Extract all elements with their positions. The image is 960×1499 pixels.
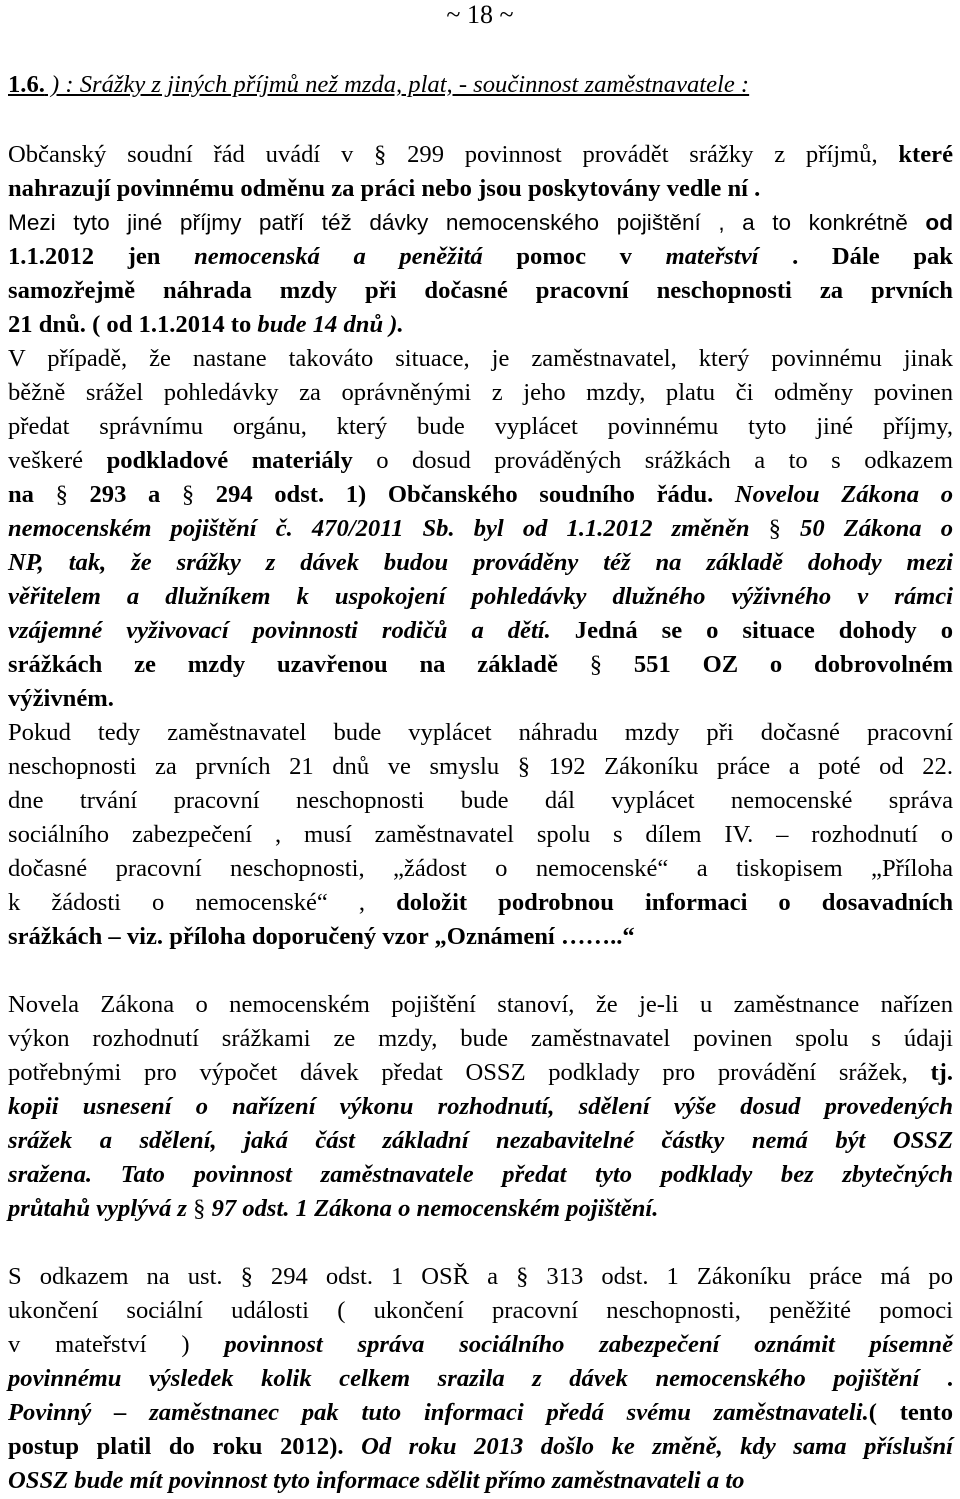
text-run: NP, tak, že srážky z dávek budou prováděny též na základě dohody mezi: [8, 549, 953, 576]
text-line: [8, 308, 953, 342]
text-line: [8, 682, 953, 716]
text-run: OSSZ bude mít povinnost tyto informace sdělit přímo zaměstnavateli a to: [8, 1467, 745, 1494]
text-run: mateřství: [665, 243, 759, 270]
text-line: [8, 614, 953, 648]
text-run: 50 Zákona o: [780, 515, 953, 542]
text-run: 21 dnů. ( od 1.1.2014 to: [8, 311, 258, 338]
text-line: [8, 1124, 953, 1158]
text-run: 551 OZ o dobrovolném: [602, 651, 953, 678]
text-line: [8, 546, 953, 580]
text-run: srážek a sdělení, jaká část základní nezabavitelné částky nemá být OSSZ: [8, 1127, 953, 1154]
text-line: [8, 512, 953, 546]
text-run: věřitelem a dlužníkem k uspokojení pohledávky dlužného výživného v rámci: [8, 583, 953, 610]
text-run: ( tento: [868, 1399, 954, 1426]
section-sign: §: [55, 481, 68, 508]
text-run: v mateřství ): [8, 1331, 225, 1358]
section-title: ) : Srážky z jiných příjmů než mzda, plat, - součinnost zaměstnavatele :: [44, 71, 750, 98]
text-run: 313 odst. 1 Zákoníku práce má po: [528, 1263, 954, 1290]
text-run: k žádosti o nemocenské“ ,: [8, 889, 397, 916]
section-sign: §: [240, 1263, 253, 1290]
text-line: [8, 1396, 953, 1430]
text-run: srážkách ze mzdy uzavřenou na základě: [8, 651, 590, 678]
text-run: ukončení sociální události ( ukončení pracovní neschopnosti, peněžité pomoci: [8, 1297, 953, 1324]
text-run: Novela Zákona o nemocenském pojištění stanoví, že je-li u zaměstnance nařízen: [8, 991, 953, 1018]
text-run: od: [925, 210, 953, 235]
text-run: postup platil do roku 2012).: [8, 1433, 362, 1460]
text-run: 1.1.2012 jen: [8, 243, 195, 270]
text-run: nahrazují povinnému odměnu za práci nebo jsou poskytovány vedle ní .: [8, 175, 761, 202]
page-number: ~ 18 ~: [446, 0, 514, 29]
text-run: Novelou Zákona o: [734, 481, 953, 508]
text-line: [8, 478, 953, 512]
text-run: tj.: [930, 1059, 953, 1086]
text-run: předat správnímu orgánu, který bude vyplácet povinnému tyto jiné příjmy,: [8, 413, 953, 440]
text-run: sociálního zabezpečení , musí zaměstnavatel spolu s dílem IV. – rozhodnutí o: [8, 821, 953, 848]
text-line: [8, 750, 953, 784]
text-run: kopii usnesení o nařízení výkonu rozhodnutí, sdělení výše dosud provedených: [8, 1093, 953, 1120]
text-run: Povinný – zaměstnanec pak tuto informaci předá svému zaměstnavateli.: [8, 1399, 869, 1426]
section-sign: §: [517, 753, 531, 780]
text-run: které: [898, 141, 953, 168]
text-line: [8, 1362, 953, 1396]
section-sign: §: [374, 141, 387, 168]
text-line: [8, 342, 953, 376]
text-run: běžně srážel pohledávky za oprávněnými z jeho mzdy, platu či odměny povinen: [8, 379, 953, 406]
text-run: 299 povinnost provádět srážky z příjmů,: [386, 141, 899, 168]
text-line: [8, 920, 953, 954]
text-run: 293 a: [67, 481, 182, 508]
text-line: [8, 240, 953, 274]
section-sign: §: [589, 651, 603, 678]
text-run: sražena. Tato povinnost zaměstnavatele předat tyto podklady bez zbytečných: [8, 1161, 953, 1188]
text-run: 192 Zákoníku práce a poté od 22.: [530, 753, 953, 780]
text-line: [8, 444, 953, 478]
section-sign: §: [181, 481, 195, 508]
text-run: Občanský soudní řád uvádí v: [8, 141, 375, 168]
text-line: [8, 580, 953, 614]
section-sign: §: [193, 1195, 206, 1222]
text-run: na: [8, 481, 56, 508]
text-line: [8, 1090, 953, 1124]
text-line: [8, 818, 953, 852]
paragraph-gap: [8, 1226, 953, 1260]
text-run: pomoc v: [482, 243, 666, 270]
text-line: [8, 1022, 953, 1056]
text-run: bude 14 dnů ).: [257, 311, 404, 338]
text-line: [8, 784, 953, 818]
section-number: 1.6.: [8, 71, 45, 98]
text-line: [8, 1260, 953, 1294]
text-line: [8, 1158, 953, 1192]
text-run: nemocenská a peněžitá: [194, 243, 483, 270]
text-run: samozřejmě náhrada mzdy při dočasné pracovní neschopnosti za prvních: [8, 277, 953, 304]
text-run: Pokud tedy zaměstnavatel bude vyplácet náhradu mzdy při dočasné pracovní: [8, 719, 953, 746]
text-run: doložit podrobnou informaci o dosavadních: [396, 889, 953, 916]
text-line: [8, 410, 953, 444]
text-line: [8, 206, 953, 240]
text-line: [8, 648, 953, 682]
text-line: [8, 138, 953, 172]
text-run: 294 odst. 1) Občanského soudního řádu.: [194, 481, 735, 508]
section-sign: §: [768, 515, 781, 542]
text-run: . Dále pak: [758, 243, 953, 270]
text-run: S odkazem na ust.: [8, 1263, 241, 1290]
text-line: [8, 716, 953, 750]
text-run: 294 odst. 1 OSŘ a: [252, 1263, 517, 1290]
text-run: nemocenském pojištění č. 470/2011 Sb. byl od 1.1.2012 změněn: [8, 515, 769, 542]
section-sign: §: [516, 1263, 529, 1290]
text-line: [8, 1192, 953, 1226]
text-line: [8, 274, 953, 308]
text-run: výkon rozhodnutí srážkami ze mzdy, bude zaměstnavatel povinen spolu s údaji: [8, 1025, 953, 1052]
text-run: V případě, že nastane takováto situace, je zaměstnavatel, který povinnému jinak: [8, 345, 953, 372]
text-run: vzájemné vyživovací povinnosti rodičů a dětí.: [8, 617, 551, 644]
text-line: [8, 1294, 953, 1328]
text-run: 97 odst. 1 Zákona o nemocenském pojištění.: [205, 1195, 659, 1222]
text-run: povinnost správa sociálního zabezpečení oznámit písemně: [224, 1331, 953, 1358]
text-line: [8, 886, 953, 920]
text-run: .: [919, 1365, 953, 1392]
text-run: Mezi tyto jiné příjmy patří též dávky nemocenského pojištění , a to konkrétně: [8, 210, 926, 235]
text-run: výživném.: [8, 685, 114, 712]
text-run: dne trvání pracovní neschopnosti bude dál vyplácet nemocenské správa: [8, 787, 953, 814]
text-line: [8, 1464, 953, 1498]
text-line: [8, 988, 953, 1022]
text-line: [8, 852, 953, 886]
text-run: o dosud prováděných srážkách a to s odkazem: [352, 447, 953, 474]
text-run: podkladové materiály: [106, 447, 353, 474]
text-run: Jedná se o situace dohody o: [550, 617, 953, 644]
text-run: průtahů vyplývá z: [8, 1195, 194, 1222]
text-run: potřebnými pro výpočet dávek předat OSSZ podklady pro provádění srážek,: [8, 1059, 931, 1086]
text-line: [8, 1430, 953, 1464]
text-run: dočasné pracovní neschopnosti, „žádost o nemocenské“ a tiskopisem „Příloha: [8, 855, 953, 882]
text-run: veškeré: [8, 447, 107, 474]
body-text: [8, 138, 953, 1498]
paragraph-gap: [8, 954, 953, 988]
text-line: [8, 172, 953, 206]
text-run: srážkách – viz. příloha doporučený vzor „Oznámení ……..“: [8, 923, 635, 950]
text-run: Od roku 2013 došlo ke změně, kdy sama příslušní: [361, 1433, 954, 1460]
text-line: [8, 376, 953, 410]
text-run: neschopnosti za prvních 21 dnů ve smyslu: [8, 753, 518, 780]
text-line: [8, 1056, 953, 1090]
text-line: [8, 1328, 953, 1362]
section-heading: [8, 68, 953, 102]
text-run: povinnému výsledek kolik celkem srazila z dávek nemocenského pojištění: [8, 1365, 920, 1392]
